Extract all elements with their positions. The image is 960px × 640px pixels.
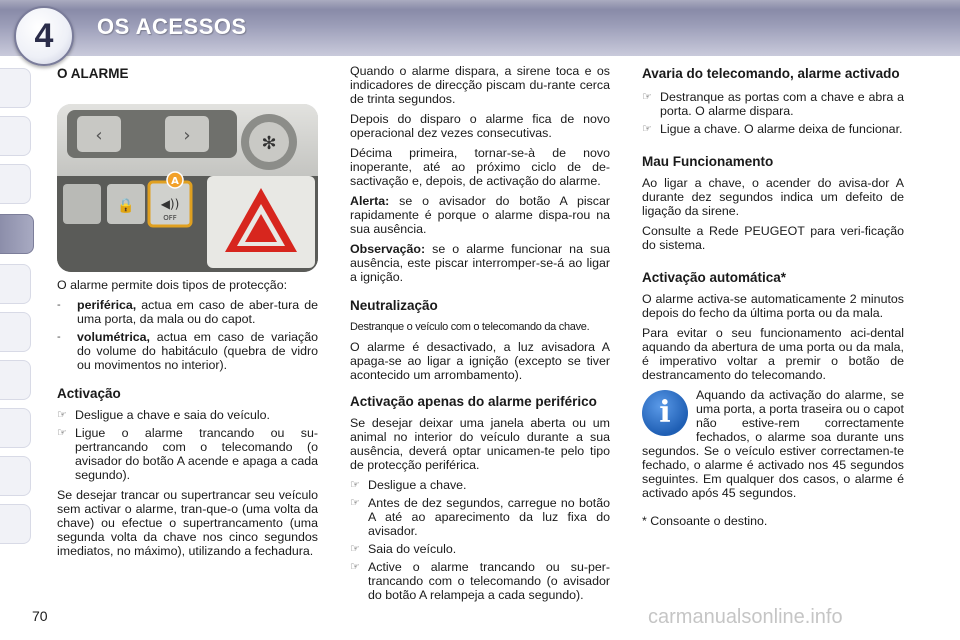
page-title: OS ACESSOS [97,14,247,39]
info-text-bottom: o alarme soa durante uns segundos. Se o veículo estiver correctamen-te fechado, o alarme é activado nos 45 segundos seguintes. Em qualquer dos casos, o alarme é activado após 45 segundos. [642,430,905,500]
list-item [57,408,318,422]
peripheral-intro: Se desejar deixar uma janela aberta ou um animal no interior do veículo durante a sua ausência, deverá optar unicamen-te pelo tipo de protecção periférica. [350,416,610,472]
chapter-tab[interactable] [0,456,31,496]
paragraph: Décima primeira, tornar-se-à de novo inoperante, até ao próximo ciclo de de-sactivação e, depois, de activação do alarme. [350,146,610,188]
section-title-activation: Activação [57,386,121,401]
column-2 [350,64,610,608]
type-text: actua em caso de aber-tura de uma porta, da mala ou do capot. [77,298,318,326]
step-text: Destranque as portas com a chave e abra a porta. O alarme dispara. [660,90,904,118]
info-box [642,388,904,500]
svg-text:◀)): ◀)) [160,197,180,211]
list-item [642,122,904,136]
paragraph: Quando o alarme dispara, a sirene toca e os indicadores de direcção piscam du-rante cerca de trinta segundos. [350,64,610,106]
page-number: 70 [32,608,48,624]
protection-intro: O alarme permite dois tipos de protecção: [57,278,288,292]
svg-text:›: › [183,125,191,146]
chapter-tab[interactable] [0,360,31,400]
step-text: Ligue a chave. O alarme deixa de funcionar. [660,122,903,136]
remote-failure-steps [642,90,904,136]
chapter-tab[interactable] [0,164,31,204]
neutral-text: O alarme é desactivado, a luz avisadora A apaga-se ao ligar a ignição (excepto se tiver acontecido um arrombamento). [350,340,610,382]
peripheral-steps [350,478,610,602]
svg-text:✻: ✻ [261,133,277,154]
watermark: carmanualsonline.info [648,606,843,628]
list-item [57,330,318,372]
footnote: * Consoante o destino. [642,514,768,528]
paragraph: Depois do disparo o alarme fica de novo operacional dez vezes consecutivas. [350,112,610,140]
column-1 [57,278,318,564]
auto-text: O alarme activa-se automaticamente 2 minutos depois do fecho da última porta ou da mala. [642,292,904,320]
hand-pointer-icon: ☞ [642,123,652,135]
hand-pointer-icon: ☞ [350,561,360,573]
svg-text:🔒: 🔒 [117,198,135,214]
chapter-badge: 4 [14,6,74,66]
step-text: Antes de dez segundos, carregue no botão A até ao aparecimento da luz fixa do avisador. [368,496,610,538]
column-1-header [57,66,327,88]
step-text: Ligue o alarme trancando ou su-pertrancando com o telecomando (o avisador do botão A acende e apaga a cada segundo). [75,426,318,482]
dash-marker: - [57,299,61,311]
alert-paragraph [350,194,610,236]
malfunction-advice: Consulte a Rede PEUGEOT para veri-ficação do sistema. [642,224,904,252]
hand-pointer-icon: ☞ [350,497,360,509]
type-text: actua em caso de variação do volume do habitáculo (quebra de vidro ou movimentos no interior). [77,330,318,372]
type-label: periférica, [77,298,137,312]
step-text: Saia do veículo. [368,542,457,556]
hand-pointer-icon: ☞ [642,91,652,103]
list-item [350,542,610,556]
auto-advice: Para evitar o seu funcionamento aci-dental aquando da abertura de uma porta ou da mala, é imperativo voltar a premir o botão de destrancamento do telecomando. [642,326,904,382]
info-icon: i [642,390,688,436]
chapter-tab[interactable] [0,408,31,448]
type-label: volumétrica, [77,330,150,344]
section-title-auto-activation: Activação automática* [642,270,787,285]
section-title-remote-failure: Avaria do telecomando, alarme activado [642,66,900,81]
chapter-tab[interactable] [0,116,31,156]
alert-label: Alerta: [350,194,390,208]
note-text: se o alarme funcionar na sua ausência, este piscar interromper-se-á ao ligar a ignição. [350,242,610,284]
hand-pointer-icon: ☞ [57,409,67,421]
off-label: OFF [163,214,177,222]
activation-steps [57,408,318,482]
chapter-tab[interactable] [0,264,31,304]
chapter-tab[interactable] [0,68,31,108]
list-item [350,560,610,602]
step-text: Desligue a chave. [368,478,467,492]
list-item [57,426,318,482]
section-title-malfunction: Mau Funcionamento [642,154,774,169]
list-item [57,298,318,326]
section-title-alarm: O ALARME [57,66,129,81]
list-item [350,496,610,538]
note-paragraph [350,242,610,284]
hand-pointer-icon: ☞ [350,543,360,555]
svg-text:‹: ‹ [95,125,103,146]
chapter-tab[interactable] [0,312,31,352]
label-a: A [171,176,179,187]
step-text: Desligue a chave e saia do veículo. [75,408,270,422]
note-label: Observação: [350,242,426,256]
hand-pointer-icon: ☞ [350,479,360,491]
alert-text: se o avisador do botão A piscar rapidamente é porque o alarme dispa-rou na sua ausência. [350,194,610,236]
section-title-neutralization: Neutralização [350,298,438,313]
list-item [350,478,610,492]
chapter-tabs [0,68,34,578]
neutral-subtitle: Destranque o veículo com o telecomando da chave. [350,321,590,333]
activation-note: Se desejar trancar ou supertrancar seu veículo sem activar o alarme, tran-que-o (uma volta da chave) ou efectue o supertrancamento (uma segunda volta da chave nos cinco segundos imediatos, no máximo), utilizando a fechadura. [57,488,318,558]
hand-pointer-icon: ☞ [57,427,67,439]
chapter-tab-active[interactable] [0,214,34,254]
info-text-top: Aquando da activação do alarme, se uma porta, a porta traseira ou o capot não estive-rem correctamente fechados, [696,388,904,444]
dashboard-illustration [57,104,318,272]
malfunction-text: Ao ligar a chave, o acender do avisa-dor A durante dez segundos indica um defeito de ligação da sirene. [642,176,904,218]
step-text: Active o alarme trancando ou su-per-trancando com o telecomando (o avisador do botão A relampeja a cada segundo). [368,560,610,602]
chapter-tab[interactable] [0,504,31,544]
header-shine [0,0,960,10]
alarm-button-photo [57,104,318,272]
column-3 [642,66,904,534]
section-title-peripheral: Activação apenas do alarme periférico [350,394,597,409]
list-item [642,90,904,118]
dash-marker: - [57,331,61,343]
protection-types-list [57,298,318,372]
